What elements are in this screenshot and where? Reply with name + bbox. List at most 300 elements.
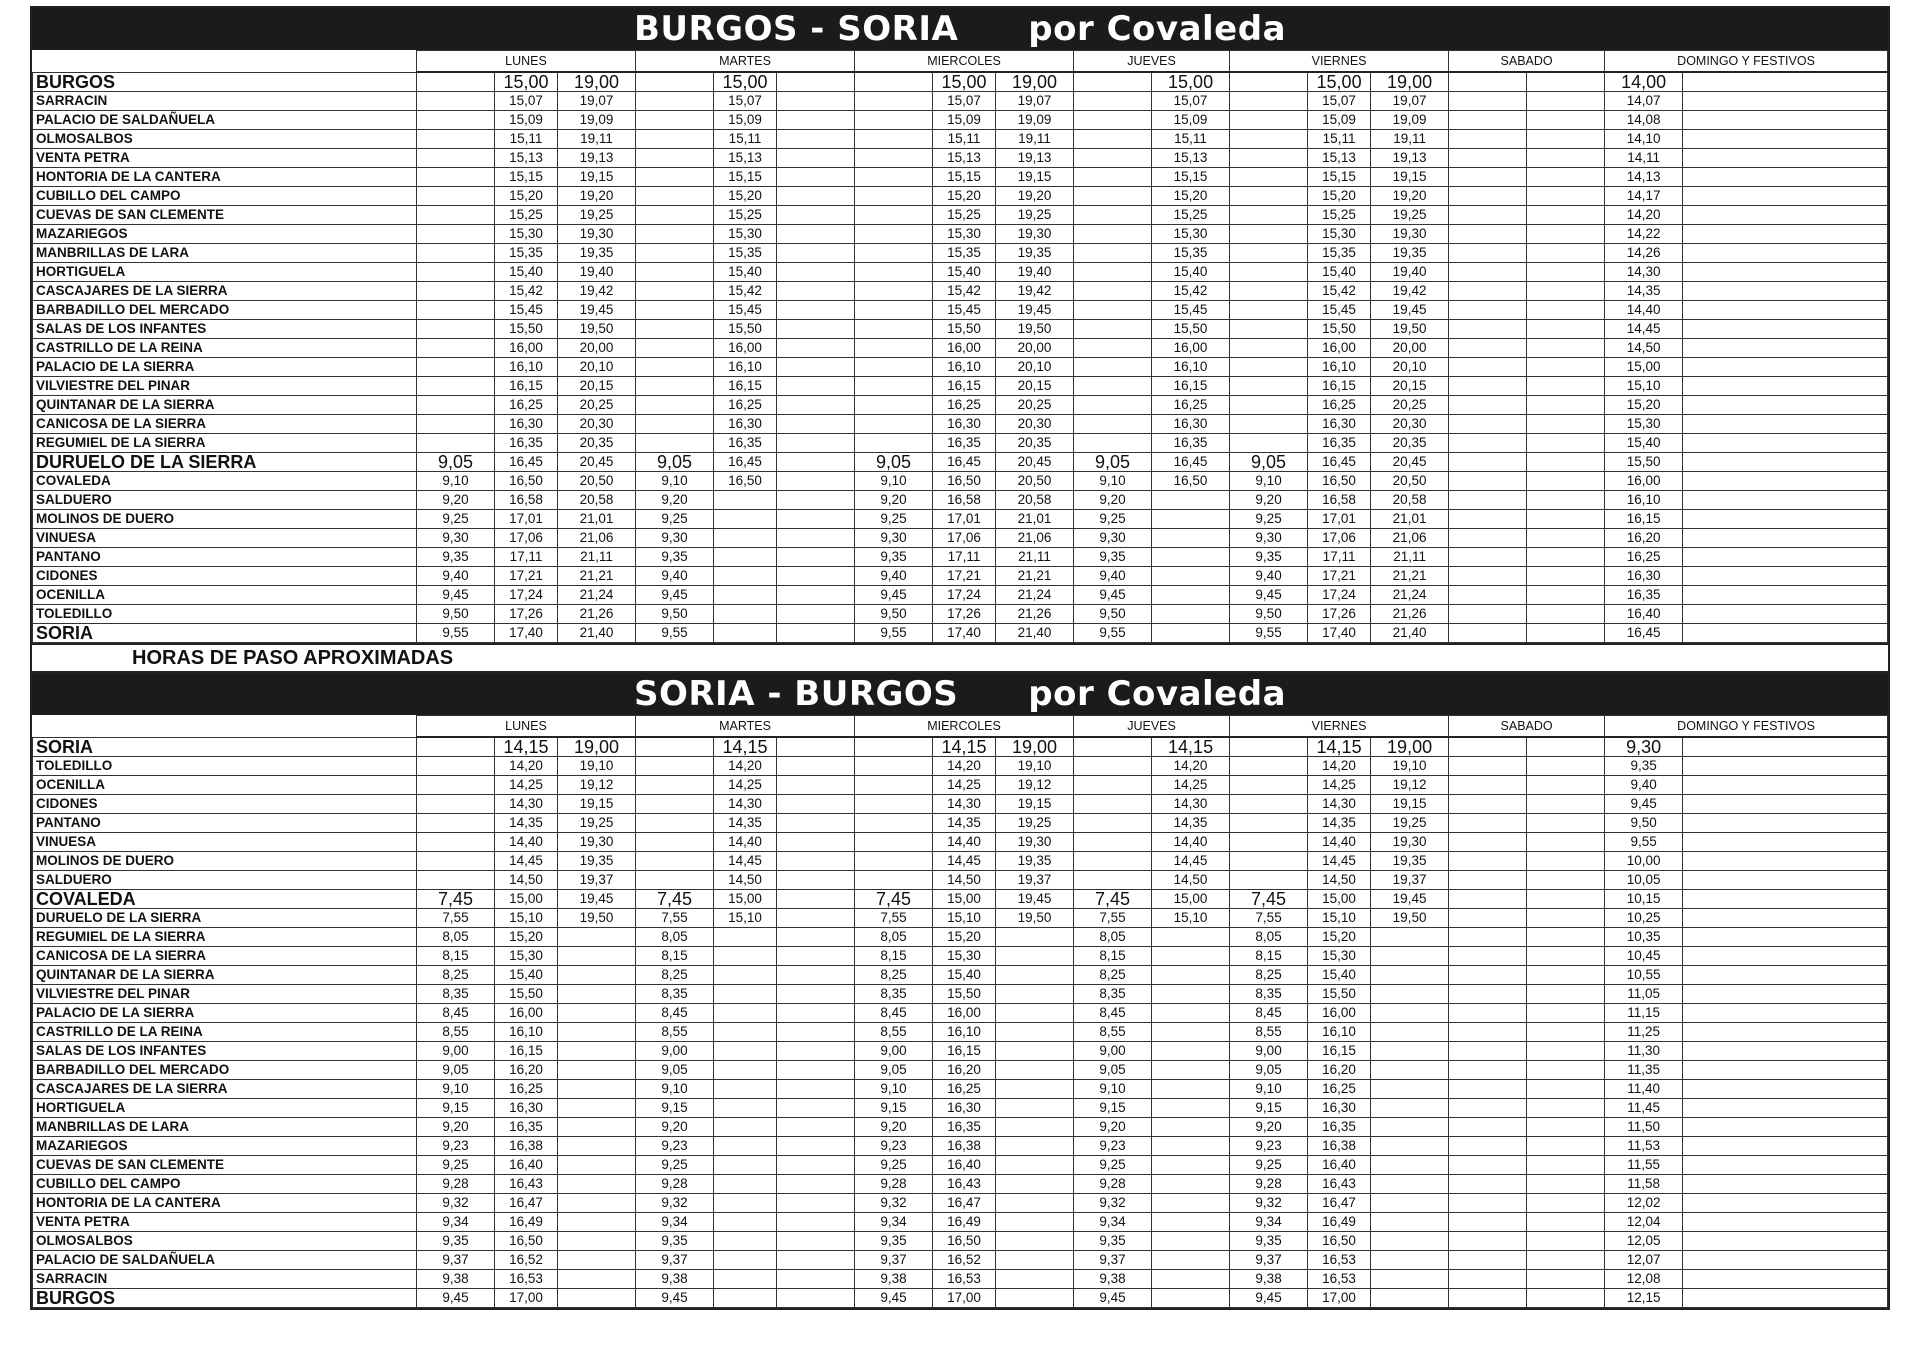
time-cell <box>1527 1289 1605 1308</box>
time-cell <box>558 1232 636 1251</box>
stop-name: SARRACIN <box>33 92 417 111</box>
time-cell: 9,15 <box>1074 1099 1152 1118</box>
time-cell <box>1683 168 1888 187</box>
time-cell <box>1683 737 1888 757</box>
time-cell <box>636 396 714 415</box>
time-cell: 15,15 <box>1308 168 1371 187</box>
time-cell: 21,21 <box>558 567 636 586</box>
time-cell <box>1683 757 1888 776</box>
time-cell <box>1527 149 1605 168</box>
time-cell: 16,50 <box>1152 472 1230 491</box>
time-cell: 9,50 <box>1605 814 1683 833</box>
time-cell: 15,42 <box>714 282 777 301</box>
time-cell <box>777 187 855 206</box>
day-header: MIERCOLES <box>855 51 1074 73</box>
stop-row <box>33 890 1888 909</box>
time-cell <box>1074 206 1152 225</box>
time-cell: 16,00 <box>1308 1004 1371 1023</box>
time-cell <box>558 966 636 985</box>
time-cell: 16,43 <box>1308 1175 1371 1194</box>
time-cell <box>1152 928 1230 947</box>
time-cell <box>714 567 777 586</box>
time-cell: 9,23 <box>1230 1137 1308 1156</box>
time-cell: 9,10 <box>417 1080 495 1099</box>
stop-name: COVALEDA <box>33 472 417 491</box>
time-cell: 19,30 <box>1371 833 1449 852</box>
time-cell: 21,26 <box>558 605 636 624</box>
route-title: BURGOS - SORIA <box>633 9 959 49</box>
time-cell <box>1152 586 1230 605</box>
day-header: LUNES <box>417 716 636 738</box>
time-cell: 15,40 <box>1605 434 1683 453</box>
time-cell: 15,07 <box>1308 92 1371 111</box>
time-cell <box>636 814 714 833</box>
time-cell <box>1449 529 1527 548</box>
time-cell: 14,45 <box>714 852 777 871</box>
stop-name: OLMOSALBOS <box>33 130 417 149</box>
time-cell <box>1527 396 1605 415</box>
time-cell <box>1074 757 1152 776</box>
time-cell <box>996 1137 1074 1156</box>
time-cell: 19,40 <box>996 263 1074 282</box>
time-cell: 15,10 <box>495 909 558 928</box>
time-cell: 9,32 <box>1074 1194 1152 1213</box>
time-cell <box>1074 737 1152 757</box>
time-cell <box>1683 282 1888 301</box>
time-cell <box>1527 776 1605 795</box>
header-spacer <box>33 716 417 738</box>
section-title <box>32 8 1888 50</box>
time-cell: 19,20 <box>1371 187 1449 206</box>
time-cell <box>777 852 855 871</box>
time-cell <box>636 130 714 149</box>
time-cell <box>1449 871 1527 890</box>
time-cell: 17,11 <box>495 548 558 567</box>
time-cell: 11,58 <box>1605 1175 1683 1194</box>
time-cell <box>1449 624 1527 643</box>
time-cell: 8,15 <box>855 947 933 966</box>
time-cell <box>1074 263 1152 282</box>
time-cell: 15,00 <box>714 72 777 92</box>
time-cell: 9,35 <box>1230 1232 1308 1251</box>
time-cell <box>777 795 855 814</box>
stop-name: SALAS DE LOS INFANTES <box>33 320 417 339</box>
time-cell <box>855 396 933 415</box>
time-cell: 15,40 <box>1308 263 1371 282</box>
time-cell: 8,25 <box>417 966 495 985</box>
stop-name: OLMOSALBOS <box>33 1232 417 1251</box>
stop-row <box>33 814 1888 833</box>
time-cell <box>777 244 855 263</box>
time-cell <box>855 871 933 890</box>
time-cell: 15,25 <box>1152 206 1230 225</box>
time-cell: 16,53 <box>1308 1270 1371 1289</box>
time-cell: 15,15 <box>1152 168 1230 187</box>
time-cell: 8,05 <box>417 928 495 947</box>
time-cell <box>1074 225 1152 244</box>
time-cell <box>1527 871 1605 890</box>
time-cell <box>1449 1137 1527 1156</box>
time-cell <box>777 453 855 472</box>
time-cell: 15,20 <box>714 187 777 206</box>
time-cell <box>1152 1080 1230 1099</box>
time-cell: 15,30 <box>1152 225 1230 244</box>
time-cell <box>777 72 855 92</box>
time-cell: 9,05 <box>417 453 495 472</box>
stop-row <box>33 225 1888 244</box>
time-cell: 17,21 <box>933 567 996 586</box>
time-cell: 17,01 <box>933 510 996 529</box>
time-cell <box>1527 624 1605 643</box>
time-cell: 16,10 <box>1605 491 1683 510</box>
time-cell <box>777 491 855 510</box>
stop-name: PALACIO DE LA SIERRA <box>33 1004 417 1023</box>
time-cell: 15,42 <box>933 282 996 301</box>
time-cell <box>714 1118 777 1137</box>
time-cell <box>777 472 855 491</box>
time-cell <box>417 225 495 244</box>
time-cell: 11,30 <box>1605 1042 1683 1061</box>
time-cell: 10,00 <box>1605 852 1683 871</box>
time-cell <box>996 1061 1074 1080</box>
time-cell <box>1449 814 1527 833</box>
time-cell: 11,40 <box>1605 1080 1683 1099</box>
time-cell <box>1527 909 1605 928</box>
time-cell: 16,30 <box>1308 1099 1371 1118</box>
stop-row <box>33 1251 1888 1270</box>
time-cell <box>1683 814 1888 833</box>
time-cell: 9,05 <box>855 453 933 472</box>
time-cell: 8,45 <box>1074 1004 1152 1023</box>
time-cell: 9,28 <box>1074 1175 1152 1194</box>
time-cell <box>714 529 777 548</box>
time-cell: 21,40 <box>996 624 1074 643</box>
time-cell <box>777 624 855 643</box>
time-cell <box>855 737 933 757</box>
time-cell: 19,25 <box>996 814 1074 833</box>
time-cell: 19,15 <box>558 795 636 814</box>
time-cell: 16,43 <box>933 1175 996 1194</box>
stop-row <box>33 966 1888 985</box>
stop-row <box>33 130 1888 149</box>
time-cell <box>855 415 933 434</box>
time-cell: 10,55 <box>1605 966 1683 985</box>
time-cell: 17,26 <box>1308 605 1371 624</box>
time-cell <box>1683 586 1888 605</box>
time-cell <box>1371 1213 1449 1232</box>
time-cell: 14,35 <box>714 814 777 833</box>
time-cell: 19,11 <box>996 130 1074 149</box>
time-cell <box>1683 548 1888 567</box>
time-cell: 14,50 <box>1152 871 1230 890</box>
stop-row <box>33 149 1888 168</box>
stop-name: PALACIO DE LA SIERRA <box>33 358 417 377</box>
time-cell <box>714 1251 777 1270</box>
time-cell <box>1074 92 1152 111</box>
time-cell: 16,35 <box>1605 586 1683 605</box>
time-cell: 9,20 <box>1074 491 1152 510</box>
time-cell <box>1449 966 1527 985</box>
time-cell <box>996 1118 1074 1137</box>
time-cell <box>1527 1137 1605 1156</box>
time-cell <box>777 871 855 890</box>
time-cell: 11,15 <box>1605 1004 1683 1023</box>
time-cell: 9,34 <box>417 1213 495 1232</box>
time-cell: 12,15 <box>1605 1289 1683 1308</box>
stop-name: CIDONES <box>33 567 417 586</box>
time-cell: 14,40 <box>933 833 996 852</box>
time-cell: 9,10 <box>417 472 495 491</box>
time-cell <box>1683 909 1888 928</box>
time-cell: 15,30 <box>495 225 558 244</box>
time-cell: 16,20 <box>1605 529 1683 548</box>
time-cell <box>1152 1137 1230 1156</box>
time-cell: 19,30 <box>558 225 636 244</box>
time-cell <box>1683 72 1888 92</box>
time-cell: 16,47 <box>495 1194 558 1213</box>
time-cell: 9,30 <box>1230 529 1308 548</box>
stop-row <box>33 263 1888 282</box>
time-cell: 15,40 <box>495 263 558 282</box>
time-cell: 14,30 <box>1605 263 1683 282</box>
time-cell <box>1683 1213 1888 1232</box>
time-cell: 9,37 <box>1230 1251 1308 1270</box>
time-cell <box>1449 111 1527 130</box>
time-cell: 8,15 <box>1230 947 1308 966</box>
time-cell: 9,23 <box>417 1137 495 1156</box>
time-cell: 14,35 <box>933 814 996 833</box>
time-cell: 15,25 <box>1308 206 1371 225</box>
time-cell: 9,10 <box>1230 472 1308 491</box>
time-cell: 16,35 <box>495 434 558 453</box>
time-cell <box>996 1251 1074 1270</box>
time-cell: 17,00 <box>933 1289 996 1308</box>
stop-name: MANBRILLAS DE LARA <box>33 244 417 263</box>
time-cell <box>1152 605 1230 624</box>
time-cell <box>1527 529 1605 548</box>
stop-name: OCENILLA <box>33 776 417 795</box>
time-cell <box>636 206 714 225</box>
time-cell: 7,45 <box>636 890 714 909</box>
time-cell <box>558 1175 636 1194</box>
time-cell <box>1527 928 1605 947</box>
time-cell: 9,10 <box>855 472 933 491</box>
stop-row <box>33 1289 1888 1308</box>
time-cell <box>558 1213 636 1232</box>
time-cell <box>1683 111 1888 130</box>
time-cell: 21,11 <box>996 548 1074 567</box>
time-cell <box>1527 472 1605 491</box>
stop-name: HONTORIA DE LA CANTERA <box>33 1194 417 1213</box>
stop-name: CASCAJARES DE LA SIERRA <box>33 282 417 301</box>
time-cell: 20,45 <box>558 453 636 472</box>
time-cell <box>855 92 933 111</box>
time-cell: 16,38 <box>933 1137 996 1156</box>
stop-row <box>33 244 1888 263</box>
time-cell: 9,37 <box>417 1251 495 1270</box>
time-cell: 20,50 <box>1371 472 1449 491</box>
time-cell <box>558 1118 636 1137</box>
time-cell <box>777 1251 855 1270</box>
stop-name: QUINTANAR DE LA SIERRA <box>33 966 417 985</box>
time-cell <box>1152 1118 1230 1137</box>
time-cell <box>777 1099 855 1118</box>
time-cell: 9,35 <box>636 1232 714 1251</box>
time-cell <box>417 320 495 339</box>
time-cell: 15,09 <box>495 111 558 130</box>
time-cell <box>1527 985 1605 1004</box>
stop-name: CUEVAS DE SAN CLEMENTE <box>33 206 417 225</box>
time-cell: 19,40 <box>558 263 636 282</box>
time-cell <box>777 111 855 130</box>
time-cell: 21,24 <box>1371 586 1449 605</box>
time-cell <box>558 1023 636 1042</box>
time-cell <box>1449 377 1527 396</box>
time-cell: 8,25 <box>855 966 933 985</box>
time-cell <box>855 149 933 168</box>
time-cell <box>1152 985 1230 1004</box>
time-cell <box>1527 1194 1605 1213</box>
time-cell <box>636 263 714 282</box>
time-cell <box>1371 947 1449 966</box>
time-cell <box>1683 833 1888 852</box>
stop-name: VILVIESTRE DEL PINAR <box>33 985 417 1004</box>
time-cell <box>1683 928 1888 947</box>
time-cell <box>777 947 855 966</box>
time-cell <box>636 244 714 263</box>
time-cell: 16,49 <box>1308 1213 1371 1232</box>
time-cell <box>1449 1270 1527 1289</box>
time-cell: 15,50 <box>1152 320 1230 339</box>
time-cell <box>558 928 636 947</box>
time-cell: 16,15 <box>933 377 996 396</box>
stop-row <box>33 928 1888 947</box>
time-cell: 14,30 <box>1308 795 1371 814</box>
stop-name: SORIA <box>33 624 417 643</box>
time-cell: 15,30 <box>1605 415 1683 434</box>
time-cell: 17,11 <box>933 548 996 567</box>
time-cell: 15,42 <box>1152 282 1230 301</box>
stop-row <box>33 491 1888 510</box>
time-cell: 14,50 <box>495 871 558 890</box>
time-cell <box>1449 358 1527 377</box>
time-cell: 9,28 <box>636 1175 714 1194</box>
time-cell: 19,37 <box>558 871 636 890</box>
time-cell <box>855 814 933 833</box>
time-cell <box>777 928 855 947</box>
time-cell: 7,55 <box>1230 909 1308 928</box>
day-header: DOMINGO Y FESTIVOS <box>1605 716 1888 738</box>
time-cell: 16,45 <box>1152 453 1230 472</box>
time-cell <box>1230 737 1308 757</box>
stop-row <box>33 168 1888 187</box>
time-cell: 9,37 <box>855 1251 933 1270</box>
time-cell <box>996 1042 1074 1061</box>
time-cell <box>1152 491 1230 510</box>
time-cell <box>1074 320 1152 339</box>
time-cell: 16,35 <box>1152 434 1230 453</box>
time-cell <box>1074 339 1152 358</box>
time-cell: 14,30 <box>495 795 558 814</box>
time-cell: 15,13 <box>1152 149 1230 168</box>
time-cell: 9,28 <box>1230 1175 1308 1194</box>
time-cell <box>1527 1061 1605 1080</box>
time-cell <box>636 434 714 453</box>
time-cell <box>1683 453 1888 472</box>
time-cell: 9,25 <box>855 1156 933 1175</box>
time-cell: 8,25 <box>1230 966 1308 985</box>
time-cell: 16,15 <box>1605 510 1683 529</box>
time-cell: 9,28 <box>417 1175 495 1194</box>
time-cell <box>1230 244 1308 263</box>
time-cell: 9,15 <box>855 1099 933 1118</box>
time-cell: 19,45 <box>996 890 1074 909</box>
time-cell: 15,13 <box>1308 149 1371 168</box>
time-cell <box>1683 947 1888 966</box>
time-cell: 19,09 <box>558 111 636 130</box>
time-cell: 20,10 <box>996 358 1074 377</box>
time-cell <box>636 757 714 776</box>
time-cell <box>1527 1118 1605 1137</box>
time-cell: 10,45 <box>1605 947 1683 966</box>
time-cell: 15,50 <box>933 985 996 1004</box>
time-cell: 19,07 <box>558 92 636 111</box>
time-cell: 9,23 <box>1074 1137 1152 1156</box>
time-cell <box>1449 1023 1527 1042</box>
time-cell <box>417 776 495 795</box>
time-cell <box>1074 301 1152 320</box>
time-cell: 15,13 <box>714 149 777 168</box>
section-title <box>32 673 1888 715</box>
stop-row <box>33 833 1888 852</box>
day-header: DOMINGO Y FESTIVOS <box>1605 51 1888 73</box>
time-cell: 11,35 <box>1605 1061 1683 1080</box>
time-cell: 16,30 <box>495 1099 558 1118</box>
time-cell <box>1683 966 1888 985</box>
time-cell: 19,00 <box>558 737 636 757</box>
time-cell <box>996 1023 1074 1042</box>
time-cell: 19,12 <box>558 776 636 795</box>
time-cell <box>1449 130 1527 149</box>
time-cell: 19,50 <box>1371 320 1449 339</box>
time-cell <box>1074 282 1152 301</box>
time-cell <box>1683 890 1888 909</box>
time-cell <box>777 320 855 339</box>
time-cell <box>1683 263 1888 282</box>
time-cell <box>1152 1061 1230 1080</box>
time-cell <box>636 377 714 396</box>
time-cell: 19,42 <box>558 282 636 301</box>
time-cell: 16,25 <box>714 396 777 415</box>
time-cell: 21,01 <box>1371 510 1449 529</box>
time-cell: 15,00 <box>1308 72 1371 92</box>
time-cell: 16,30 <box>495 415 558 434</box>
time-cell <box>1527 453 1605 472</box>
stop-row <box>33 605 1888 624</box>
time-cell: 21,11 <box>558 548 636 567</box>
time-cell: 16,10 <box>714 358 777 377</box>
time-cell: 15,50 <box>714 320 777 339</box>
time-cell <box>1449 434 1527 453</box>
time-cell: 20,25 <box>996 396 1074 415</box>
time-cell: 14,15 <box>1152 737 1230 757</box>
time-cell <box>777 966 855 985</box>
time-cell <box>636 111 714 130</box>
stop-row <box>33 377 1888 396</box>
time-cell: 14,35 <box>1152 814 1230 833</box>
section-soria-burgos <box>30 671 1890 1310</box>
time-cell: 9,45 <box>417 1289 495 1308</box>
